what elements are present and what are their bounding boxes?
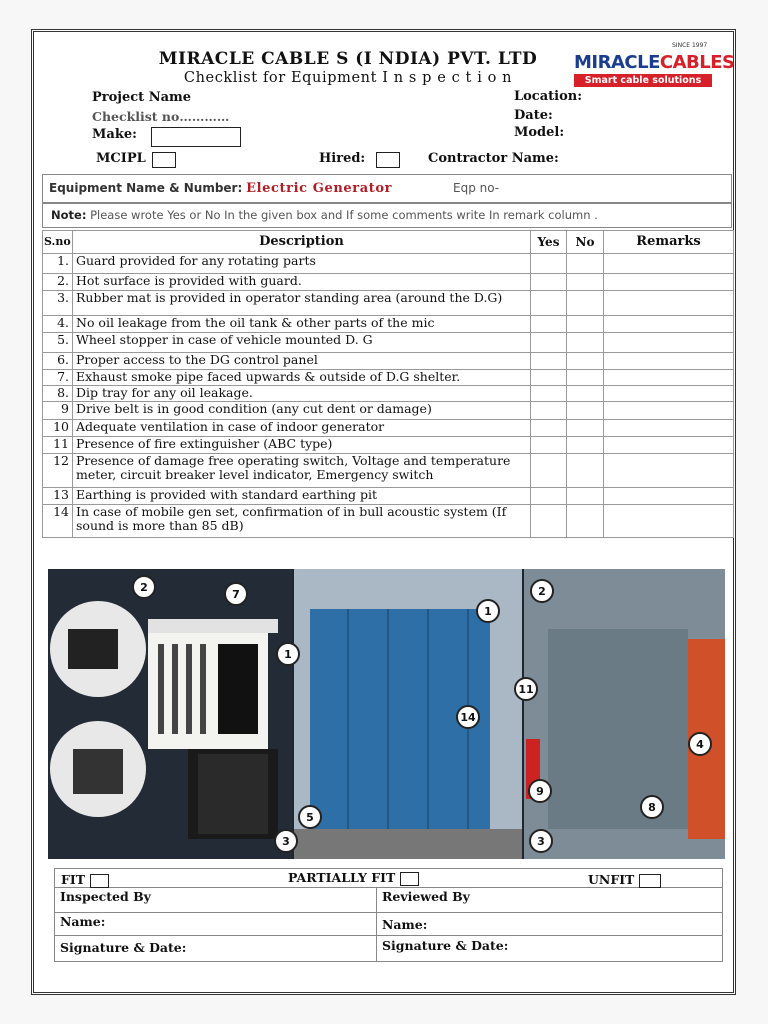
- row-description: Hot surface is provided with guard.: [73, 274, 531, 291]
- yes-cell[interactable]: [531, 454, 567, 488]
- remarks-cell[interactable]: [604, 316, 734, 333]
- logo-tagline: Smart cable solutions: [574, 74, 712, 87]
- checklist-no-label: Checklist no…………: [92, 109, 230, 124]
- description-header: Description: [73, 231, 531, 254]
- row-description: In case of mobile gen set, confirmation of in bull acoustic system (If sound is more than 85 dB): [73, 505, 531, 538]
- remarks-cell[interactable]: [604, 488, 734, 505]
- inspection-sheet: [31, 29, 736, 995]
- remarks-cell[interactable]: [604, 437, 734, 454]
- mcipl-checkbox[interactable]: [152, 152, 176, 168]
- yes-cell[interactable]: [531, 333, 567, 353]
- no-cell[interactable]: [567, 505, 604, 538]
- photo-callout-number: 9: [536, 785, 544, 798]
- no-cell[interactable]: [567, 488, 604, 505]
- table-row: [43, 316, 734, 333]
- no-cell[interactable]: [567, 254, 604, 274]
- yes-cell[interactable]: [531, 370, 567, 386]
- table-row: [43, 353, 734, 370]
- row-number: 9: [43, 402, 73, 420]
- yes-cell[interactable]: [531, 437, 567, 454]
- row-number: 13: [43, 488, 73, 505]
- note-row: [42, 203, 732, 228]
- row-description: Rubber mat is provided in operator standing area (around the D.G): [73, 291, 531, 316]
- yes-cell[interactable]: [531, 420, 567, 437]
- row-number: 5.: [43, 333, 73, 353]
- hired-checkbox[interactable]: [376, 152, 400, 168]
- row-number: 3.: [43, 291, 73, 316]
- logo-brand-a: MIRACLE: [574, 52, 660, 73]
- remarks-cell[interactable]: [604, 454, 734, 488]
- row-description: Exhaust smoke pipe faced upwards & outside of D.G shelter.: [73, 370, 531, 386]
- yes-cell[interactable]: [531, 386, 567, 402]
- note-text: Note: Please wrote Yes or No In the given box and If some comments write In remark column .: [51, 208, 598, 222]
- photo-callout-number: 7: [232, 588, 240, 601]
- no-cell[interactable]: [567, 291, 604, 316]
- checklist-table: [42, 230, 734, 538]
- row-description: Drive belt is in good condition (any cut dent or damage): [73, 402, 531, 420]
- no-cell[interactable]: [567, 386, 604, 402]
- inspected-by-label: Inspected By: [55, 888, 377, 913]
- no-cell[interactable]: [567, 333, 604, 353]
- project-name-label: Project Name: [92, 90, 192, 105]
- remarks-cell[interactable]: [604, 353, 734, 370]
- no-cell[interactable]: [567, 274, 604, 291]
- row-description: Earthing is provided with standard earthing pit: [73, 488, 531, 505]
- sno-header: S.no: [43, 231, 73, 254]
- row-number: 1.: [43, 254, 73, 274]
- photo-callout-number: 8: [648, 801, 656, 814]
- reviewer-signature-field[interactable]: Signature & Date:: [377, 936, 723, 962]
- row-description: Presence of fire extinguisher (ABC type): [73, 437, 531, 454]
- row-number: 2.: [43, 274, 73, 291]
- row-number: 8.: [43, 386, 73, 402]
- table-row: [43, 402, 734, 420]
- photo-illustration: [48, 569, 725, 859]
- make-label: Make:: [92, 127, 137, 142]
- table-row: [43, 488, 734, 505]
- logo-wordmark: [574, 52, 734, 73]
- table-row: [43, 333, 734, 353]
- form-subtitle: Checklist for Equipment I n s p e c t i o n: [183, 70, 513, 86]
- yes-cell[interactable]: [531, 316, 567, 333]
- row-number: 4.: [43, 316, 73, 333]
- row-description: Adequate ventilation in case of indoor generator: [73, 420, 531, 437]
- remarks-cell[interactable]: [604, 505, 734, 538]
- equipment-row: [42, 174, 732, 203]
- no-cell[interactable]: [567, 420, 604, 437]
- inspector-signature-field[interactable]: Signature & Date:: [55, 936, 377, 962]
- remarks-cell[interactable]: [604, 420, 734, 437]
- photo-callout-number: 2: [140, 581, 148, 594]
- no-cell[interactable]: [567, 316, 604, 333]
- table-row: [43, 386, 734, 402]
- row-description: Guard provided for any rotating parts: [73, 254, 531, 274]
- row-description: Proper access to the DG control panel: [73, 353, 531, 370]
- yes-cell[interactable]: [531, 488, 567, 505]
- signoff-table: [54, 868, 723, 962]
- row-description: No oil leakage from the oil tank & other parts of the mic: [73, 316, 531, 333]
- row-number: 6.: [43, 353, 73, 370]
- yes-cell[interactable]: [531, 505, 567, 538]
- photo-callout-number: 2: [538, 585, 546, 598]
- no-cell[interactable]: [567, 353, 604, 370]
- table-row: [43, 454, 734, 488]
- eqp-no-label: Eqp no-: [453, 181, 500, 195]
- yes-cell[interactable]: [531, 353, 567, 370]
- inspector-name-field[interactable]: Name:: [55, 913, 377, 936]
- table-row: [43, 291, 734, 316]
- yes-header: Yes: [531, 231, 567, 254]
- equipment-value: Electric Generator: [246, 181, 393, 196]
- no-header: No: [567, 231, 604, 254]
- contractor-label: Contractor Name:: [428, 151, 559, 166]
- photo-callout-number: 1: [484, 605, 492, 618]
- photo-callout-number: 14: [460, 711, 476, 724]
- table-row: [43, 274, 734, 291]
- yes-cell[interactable]: [531, 254, 567, 274]
- row-description: Dip tray for any oil leakage.: [73, 386, 531, 402]
- table-row: [43, 420, 734, 437]
- no-cell[interactable]: [567, 370, 604, 386]
- unfit-option: UNFIT: [588, 872, 661, 888]
- photo-callout-number: 3: [537, 835, 545, 848]
- yes-cell[interactable]: [531, 274, 567, 291]
- remarks-cell[interactable]: [604, 291, 734, 316]
- row-description: Presence of damage free operating switch, Voltage and temperature meter, circuit breaker level indicator, Emergency switch: [73, 454, 531, 488]
- table-row: [43, 254, 734, 274]
- location-label: Location:: [514, 89, 583, 104]
- remarks-cell[interactable]: [604, 254, 734, 274]
- partially-fit-option: PARTIALLY FIT: [288, 870, 419, 886]
- row-number: 10: [43, 420, 73, 437]
- row-number: 7.: [43, 370, 73, 386]
- logo-since: SINCE 1997: [672, 42, 708, 49]
- photo-callout-number: 1: [284, 648, 292, 661]
- no-cell[interactable]: [567, 437, 604, 454]
- row-description: Wheel stopper in case of vehicle mounted D. G: [73, 333, 531, 353]
- remarks-cell[interactable]: [604, 274, 734, 291]
- yes-cell[interactable]: [531, 291, 567, 316]
- row-number: 12: [43, 454, 73, 488]
- remarks-cell[interactable]: [604, 402, 734, 420]
- partially-fit-checkbox[interactable]: [400, 872, 419, 886]
- remarks-cell[interactable]: [604, 386, 734, 402]
- table-row: [43, 370, 734, 386]
- table-header: [43, 231, 734, 254]
- photo-callout-number: 3: [282, 835, 290, 848]
- make-field[interactable]: [151, 127, 241, 147]
- company-name: MIRACLE CABLE S (I NDIA) PVT. LTD: [158, 49, 538, 69]
- generator-reference-photo: [48, 569, 725, 859]
- mcipl-label: MCIPL: [96, 151, 146, 166]
- table-row: [43, 505, 734, 538]
- photo-callout-number: 11: [518, 683, 534, 696]
- reviewer-name-field[interactable]: Name:: [377, 913, 723, 936]
- no-cell[interactable]: [567, 402, 604, 420]
- table-row: [43, 437, 734, 454]
- equipment-label: Equipment Name & Number: Electric Generator: [49, 181, 393, 196]
- date-label: Date:: [514, 108, 553, 123]
- company-logo: [574, 42, 735, 92]
- fit-option: FIT: [61, 872, 109, 888]
- hired-label: Hired:: [319, 151, 366, 166]
- row-number: 11: [43, 437, 73, 454]
- logo-brand-b: CABLES: [659, 52, 735, 73]
- reviewed-by-label: Reviewed By: [377, 888, 723, 913]
- remarks-cell[interactable]: [604, 370, 734, 386]
- model-label: Model:: [514, 125, 565, 140]
- remarks-header: Remarks: [604, 231, 734, 254]
- fit-checkbox[interactable]: [90, 874, 109, 888]
- photo-callout-number: 4: [696, 738, 704, 751]
- remarks-cell[interactable]: [604, 333, 734, 353]
- unfit-checkbox[interactable]: [639, 874, 661, 888]
- fitness-row: [55, 869, 723, 888]
- row-number: 14: [43, 505, 73, 538]
- yes-cell[interactable]: [531, 402, 567, 420]
- no-cell[interactable]: [567, 454, 604, 488]
- photo-callout-number: 5: [306, 811, 314, 824]
